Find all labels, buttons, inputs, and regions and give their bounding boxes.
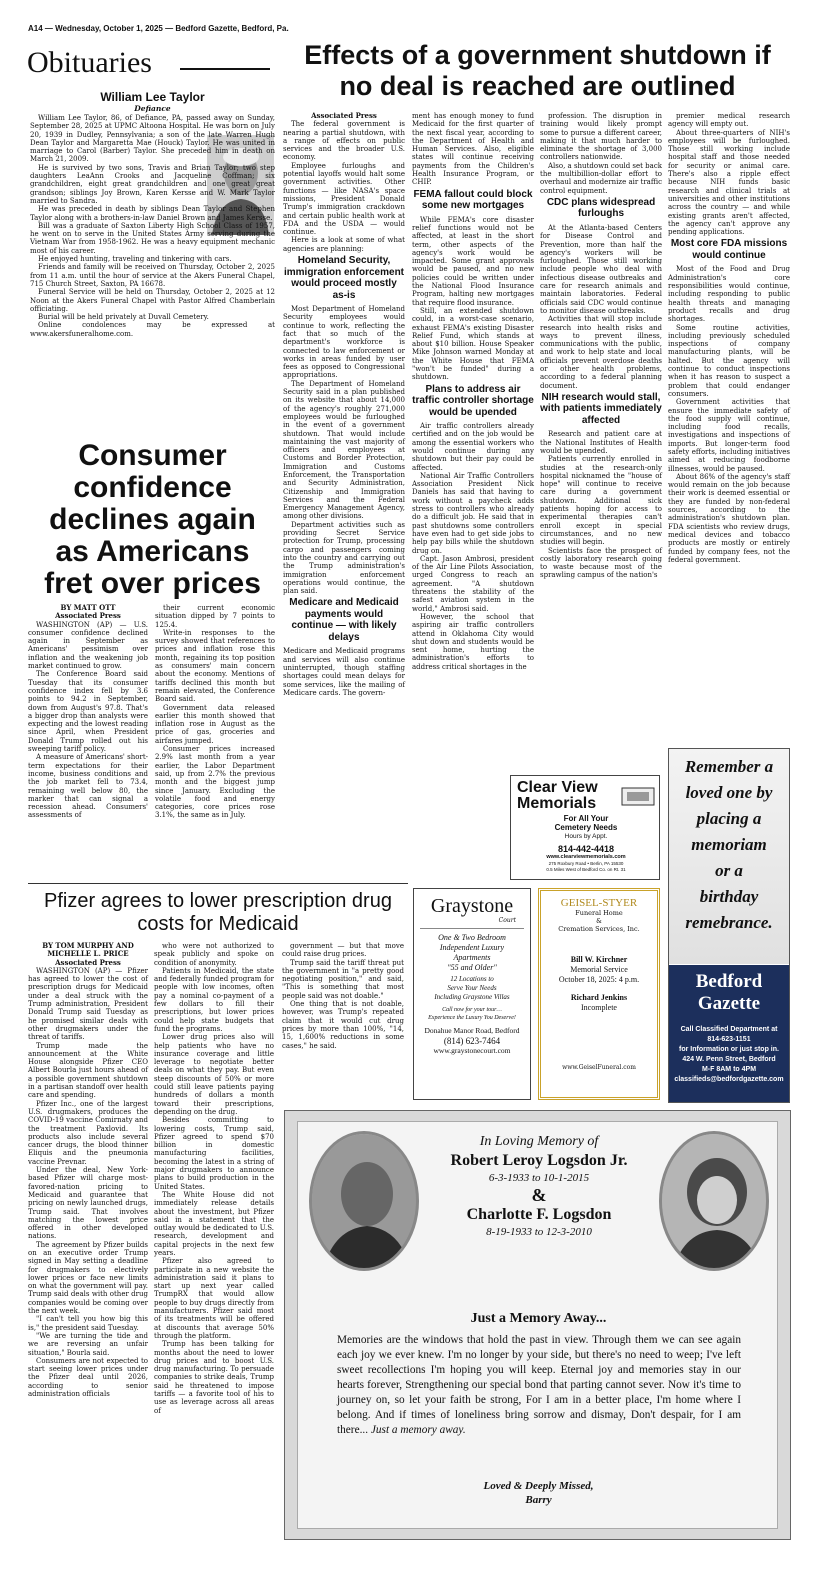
consumer-col1-text: WASHINGTON (AP) — U.S. consumer confidence declined again in September as Americans' pessimism over inflation and the weakening job market continued to grow. The Conference Board said Tuesday that its consumer confidence index fell by 3.6 points to 94.2 in September, down from August's 97.8. That's a bigger drop than analysts were expecting and the lowest reading since April, when President Donald Trump rolled out his sweeping tariff policy. A measure of Americans' short-term expectations for their income, business conditions and the job market fell to 73.4, remaining well below 80, the marker that can signal a recession ahead. Consumers' assessments of	[28, 620, 148, 820]
obit-body: William Lee Taylor, 86, of Defiance, PA, passed away on Sunday, September 28, 2025 at UPMC Altoona Hospital. He was born on July 20, 1939 in Dudley, Pennsylvania; a son of the late Warren Hugh Dean Taylor and Margaretta Mae (Houck) Taylor. He was united in marriage to Carol (Barber) Taylor. She preceded him in death on March 21, 2009. He is survived by two sons, Travis and Brian Taylor; two step daughters LeaAnn Crooks and Jacqueline Coffman; six grandchildren, eight great grandchildren and one great great grandson; siblings Joy Brown, Karen Kersse and W. Mark Taylor married to Sandra. He was preceded in death by siblings Dean Taylor and Stephen Taylor along with a brothers-in-law Daniel Brown and James Kersse. Bill was a graduate of Saxton Liberty High School Class of 1957, he went on to serve in the United States Army serving during the Vietnam War from 1958-1962. He was a heavy equipment mechanic most of his career. He enjoyed hunting, traveling and tinkering with cars. Friends and family will be received on Thursday, October 2, 2025 from 11 a.m. until the hour of service at the Akers Funeral Chapel, 715 Church Street, Saxton, PA 16678. Funeral Service will be held on Thursday, October 2, 2025 at 12 Noon at the Akers Funeral Chapel with Pastor Alfred Chamberlain officiating. Burial will be held privately at Duvall Cemetery. Online condolences may be expressed at www.akersfuneralhome.com.	[30, 114, 275, 338]
geisel-web: www.GeiselFuneral.com	[562, 1064, 636, 1071]
geisel-sub-3: Cremation Services, Inc.	[558, 925, 640, 933]
pfizer-col3-text: government — but that move could raise drug prices. Trump said the tariff threat put the government in "a pretty good negotiating position," and said, "This is something that most people said was not doable." One thing that is not doable, however, was Trump's repeated claim that it would cut drug prices by more than 100%, "14, 15, 1,600% reductions in some cases," he said.	[282, 942, 404, 1050]
graystone-line-1: One & Two Bedroom	[438, 933, 506, 942]
obit-town: Defiance	[134, 104, 171, 113]
gazette-hours: M-F 8AM to 4PM	[701, 1066, 757, 1073]
geisel-service-1: Memorial Service	[570, 965, 628, 974]
pfizer-headline: Pfizer agrees to lower prescription drug costs for Medicaid	[44, 890, 392, 935]
main-col-4	[668, 112, 790, 564]
remember-line-3: placing a	[696, 809, 762, 828]
main-subhead-7: Most core FDA missions would continue	[670, 238, 788, 261]
geisel-name-1: Bill W. Kirchner	[570, 955, 628, 964]
remember-line-1: Remember a	[684, 757, 774, 776]
clearview-web: www.clearviewmemorials.com	[546, 854, 626, 860]
main-col1c-text: Medicare and Medicaid programs and services will also continue uninterrupted, though staffing shortages could mean delays for some services, like the mailing of Medicare cards. The govern-	[283, 647, 405, 697]
obit-name: William Lee Taylor	[100, 90, 205, 104]
clearview-name-1: Clear View	[517, 779, 598, 796]
clearview-address-1: 275 Roxbury Road • Berlin, PA 15530	[548, 861, 624, 866]
pfizer-col-2	[154, 942, 274, 1415]
remember-line-2: loved one by	[685, 783, 773, 802]
clearview-name-2: Memorials	[517, 795, 597, 812]
section-title: Obituaries	[27, 46, 152, 79]
geisel-ad	[538, 888, 660, 1100]
gazette-name-1: Bedford	[695, 971, 763, 992]
geisel-status-2: Incomplete	[581, 1003, 617, 1012]
main-col1b-text: Most Department of Homeland Security employees would continue to work, reflecting the fact that so much of the department's workforce is connected to law enforcement or works in areas funded by user fees as opposed to Congressional appropriations. The Department of Homeland Security said in a plan published on its website that about 14,000 of the agency's roughly 271,000 employees would be furloughed in the event of a government shutdown. That would include maintaining the vast majority of officers and employees at Customs and Border Protection, Immigration and Customs Enforcement, the Transportation and Security Administration, Citizenship and Immigration Services and the Federal Emergency Management Agency, among other divisions. Department activities such as providing Secret Service protection for Trump, processing cargo and passengers coming into the country and carrying out the Trump administration's immigration enforcement operations would continue, the plan said.	[283, 305, 405, 596]
gazette-contact-3: for Information or just stop in.	[679, 1046, 779, 1053]
folio: A14 — Wednesday, October 1, 2025 — Bedford Gazette, Bedford, Pa.	[28, 24, 289, 33]
consumer-headline: Consumer confidence declines again as Americans fret over prices	[44, 439, 261, 600]
memoriam-ad	[284, 1110, 791, 1540]
graystone-line-2: Independent Luxury	[439, 943, 505, 952]
gazette-email: classifieds@bedfordgazette.com	[674, 1076, 784, 1083]
clearview-address-2: 0.5 Miles West of Bedford Co. on Rt. 31	[546, 867, 626, 872]
pfizer-col-3	[282, 942, 404, 1050]
remember-line-4: memoriam	[691, 835, 767, 854]
memoriam-poem-title: Just a Memory Away...	[470, 1311, 607, 1326]
graystone-web: www.graystonecourt.com	[433, 1046, 511, 1055]
main-col1-text: The federal government is nearing a partial shutdown, with a range of effects on public services and the broader U.S. economy. Employee furloughs and potential layoffs would halt some government activities. Other functions — like NASA's space missions, President Donald Trump's immigration crackdown and certain public health work at FDA and the USDA — would continue. Here is a look at some of what agencies are planning:	[283, 120, 405, 253]
gazette-phone: 814-623-1151	[707, 1036, 751, 1043]
graystone-phone: (814) 623-7464	[443, 1036, 501, 1046]
memoriam-dates-1: 6-3-1933 to 10-1-2015	[488, 1172, 590, 1184]
main-col4-text: premier medical research agency will empty out. About three-quarters of NIH's employees will be furloughed. Those still working include hospital staff and those needed for security or animal care. There's also a ripple effect because NIH funds basic research and clinical trials at universities and other institutions across the country — and while existing grants aren't affected, the agency can't approve any pending applications.	[668, 112, 790, 237]
graystone-line-7: Including Graystone Villas	[434, 993, 510, 1001]
memoriam-sign-2: Barry	[525, 1494, 552, 1506]
main-col2-text: ment has enough money to fund Medicaid for the first quarter of the next fiscal year, according to the Department of Health and Human Services. Also, eligible states will continue receiving payments from the Children's Health Insurance Program, or CHIP.	[412, 112, 534, 187]
memoriam-name-2: Charlotte F. Logsdon	[466, 1206, 612, 1223]
clearview-phone: 814-442-4418	[557, 844, 615, 854]
main-col3c-text: Research and patient care at the National Institutes of Health would be upended. Patients currently enrolled in studies at the research-only hospital nicknamed the "house of hope" will continue to receive care during a government shutdown. Additional sick patients hoping for access to experimental therapies can't enroll except in special circumstances, and no new studies will begin. Scientists face the prospect of costly laboratory research going to waste because most of the sprawling campus of the nation's	[540, 430, 662, 580]
main-col-3	[540, 112, 662, 580]
gazette-address: 424 W. Penn Street, Bedford	[682, 1056, 776, 1063]
clearview-ad	[510, 775, 660, 880]
main-col2b-text: While FEMA's core disaster relief functions would not be affected, at least in the short term, other aspects of the agency's work would be impacted. Some grant approvals would be paused, and no new policies could be written under the National Flood Insurance Program, halting new mortgages that require flood insurance. Still, an extended shutdown could, in a worst-case scenario, exhaust FEMA's existing Disaster Relief Fund, which stands at about $10 billion. House Speaker Mike Johnson warned Monday at the White House that FEMA "won't be funded" during a shutdown.	[412, 215, 534, 382]
main-col-2	[412, 112, 534, 671]
main-col2c-text: Air traffic controllers already certified and on the job would be among the essential workers who would continue during any shutdown but their pay could be affected. National Air Traffic Controllers Association President Nick Daniels has said that having to work without a paycheck adds stress to controllers who already do a difficult job. He said that in past shutdowns some controllers have even had to get side jobs to help pay bills while the shutdown drug on. Capt. Jason Ambrosi, president of the Air Line Pilots Association, urged Congress to reach an agreement. "A shutdown threatens the stability of the safest aviation system in the world," Ambrosi said. However, the school that aspiring air traffic controllers attend in Oklahoma City would shut down and students would be sent home, hurting the administration's efforts to address critical shortages in the	[412, 422, 534, 671]
main-subhead-1: Homeland Security, immigration enforcement would proceed mostly as-is	[283, 255, 405, 301]
clearview-tag-2: Cemetery Needs	[554, 823, 618, 832]
geisel-sub-2: &	[596, 917, 602, 925]
geisel-sub-1: Funeral Home	[575, 909, 623, 917]
main-col3b-text: At the Atlanta-based Centers for Disease Control and Prevention, more than half the agency's workers will be furloughed. Those still working include people who deal with infectious disease outbreaks and care for research animals and maintain laboratories. Federal officials said CDC would continue to monitor disease outbreaks. Activities that will stop include research into health risks and ways to prevent illness, communications with the public, and work to help state and local officials prevent overdose deaths or other health problems, according to a federal planning document.	[540, 223, 662, 390]
consumer-byline: BY MATT OTT	[60, 603, 116, 612]
pfizer-byline-org: Associated Press	[55, 957, 121, 967]
memoriam-dates-2: 8-19-1933 to 12-3-2010	[486, 1226, 592, 1238]
gazette-contact-1: Call Classified Department at	[680, 1026, 778, 1033]
main-headline: Effects of a government shutdown if no deal is reached are outlined	[304, 40, 771, 101]
consumer-byline-org: Associated Press	[55, 611, 121, 621]
pfizer-byline: BY TOM MURPHY AND MICHELLE L. PRICE	[42, 941, 134, 959]
main-byline: Associated Press	[311, 111, 377, 120]
graystone-sub: Court	[498, 917, 516, 924]
graystone-line-6: Serve Your Needs	[447, 984, 497, 992]
geisel-date-1: October 18, 2025: 4 p.m.	[558, 975, 640, 984]
consumer-col-2	[155, 604, 275, 820]
geisel-name-2: Richard Jenkins	[570, 993, 628, 1002]
memoriam-poem: Memories are the windows that hold the past in view. Through them we can see again each joy we ever knew. I'm no longer by your side, but there's no need to weep; I've left sweet recollections I'm hoping you will keep. Eternal joy and memories stay in our hearts forever, Strengthening our special bond that parting cannot sever. Now it's time to journey on, so let your faith be strong, For I am in a better place, I'm home where I belong. And if times of loneliness bring sorrow and dismay, Don't despair, for I am there...	[337, 1334, 741, 1436]
graystone-line-8: Call now for your tour…	[442, 1007, 502, 1013]
remember-line-6: birthday	[699, 887, 759, 906]
graystone-ad	[413, 888, 531, 1100]
main-subhead-3: FEMA fallout could block some new mortgages	[413, 188, 533, 212]
remember-line-7: remebrance.	[685, 913, 773, 932]
section-rule	[180, 68, 270, 70]
pfizer-top-rule	[28, 883, 408, 884]
main-subhead-5: CDC plans widespread furloughs	[546, 196, 656, 220]
geisel-name: GEISEL-STYER	[560, 897, 638, 909]
pfizer-col1-text: WASHINGTON (AP) — Pfizer has agreed to lower the cost of prescription drugs for Medicaid under a deal struck with the Trump administration, President Donald Trump said Tuesday as he promised similar deals with other drugmakers under the threat of tariffs. Trump made the announcement at the White House alongside Pfizer CEO Albert Bourla just hours ahead of a possible government shutdown in a partisan standoff over health care and spending. Pfizer Inc., one of the largest U.S. drugmakers, produces the COVID-19 vaccine Comirnaty and the treatment Paxlovid. Its products also include several cancer drugs, the blood thinner Eliquis and the pneumonia vaccine Prevnar. Under the deal, New York-based Pfizer will charge most-favored-nation pricing to Medicaid and guarantee that pricing on newly launched drugs, Trump said. That involves matching the lowest price offered in other developed nations. The agreement by Pfizer builds on an executive order Trump signed in May setting a deadline for drugmakers to electively lower prices or face new limits on what the government will pay. Trump said deals with other drug companies would be coming over the next week. "I can't tell you how big this is," the president said Tuesday. "We are turning the tide and we are reversing an unfair situation," Bourla said. Consumers are not expected to start seeing lower prices under the Pfizer deal until 2026, according to senior administration officials	[28, 966, 148, 1399]
graystone-line-4: "55 and Older"	[447, 963, 497, 972]
gazette-name-2: Gazette	[697, 993, 761, 1014]
main-col-1	[283, 112, 405, 697]
memoriam-name-1: Robert Leroy Logsdon Jr.	[450, 1152, 628, 1169]
memoriam-photo-2	[659, 1131, 769, 1271]
consumer-col2-text: their current economic situation dipped by 7 points to 125.4. Write-in responses to the survey showed that references to prices and inflation rose this month, regaining its top position as consumers' main concern about the economy. Mentions of tariffs declined this month but remain elevated, the Conference Board said. Government data released earlier this month showed that inflation rose in August as the price of gas, groceries and airfares jumped. Consumer prices increased 2.9% last month from a year earlier, the Labor Department said, up from 2.7% the previous month and the biggest jump since January. Excluding the volatile food and energy categories, core prices rose 3.1%, the same as in July.	[155, 604, 275, 820]
main-subhead-4: Plans to address air traffic controller shortage would be upended	[412, 383, 534, 418]
main-col3-text: profession. The disruption in training would likely prompt some to pursue a different career, making it that much harder to eliminate the shortage of 3,000 controllers nationwide. Also, a shutdown could set back the multibillion-dollar effort to overhaul and modernize air traffic control equipment.	[540, 112, 662, 195]
pfizer-col2-text: who were not authorized to speak publicly and spoke on condition of anonymity. Patients in Medicaid, the state and federally funded program for people with low incomes, often pay a nominal co-payment of a few dollars to fill their prescriptions, but lower prices could help state budgets that fund the programs. Lower drug prices also will help patients who have no insurance coverage and little leverage to negotiate better deals on what they pay. But even steep discounts of 50% or more could still leave patients paying hundreds of dollars a month toward their prescriptions, depending on the drug. Besides committing to lowering costs, Trump said, Pfizer agreed to spend $70 billion in domestic manufacturing facilities, becoming the latest in a string of major drugmakers to announce plans to build production in the United States. The White House did not immediately release details about the investment, but Pfizer said in a statement that the outlay would be dedicated to U.S. research, development and capital projects in the next few years. Pfizer also agreed to participate in a new website the administration said it plans to start up next year called TrumpRX that would allow people to buy drugs directly from manufacturers. Pfizer said most of its treatments will be offered at discounts that average 50% through the platform. Trump has been talking for months about the need to lower drug prices and to boost U.S. drug manufacturing. To persuade companies to strike deals, Trump said he threatened to impose tariffs — a favorite tool of his to use as leverage across all areas of	[154, 942, 274, 1415]
main-subhead-2: Medicare and Medicaid payments would continue — with likely delays	[289, 597, 399, 643]
memoriam-photo-1	[309, 1131, 419, 1271]
memoriam-poem-end: Just a memory away.	[370, 1424, 466, 1436]
remember-ad	[668, 748, 790, 1103]
memoriam-title: In Loving Memory of	[479, 1134, 599, 1149]
monument-icon	[621, 784, 655, 806]
remember-line-5: or a	[715, 861, 743, 880]
graystone-name: Graystone	[430, 895, 514, 917]
main-col4b-text: Most of the Food and Drug Administration's core responsibilities would continue, including responding to public health threats and managing product recalls and drug shortages. Some routine activities, including previously scheduled inspections of company manufacturing plants, will be halted. But the agency will continue to conduct inspections when it has reason to suspect a problem that could endanger consumers. Government activities that ensure the immediate safety of the food supply will continue, including food recalls, investigations and inspections of imports. But longer-term food safety efforts, including initiatives aimed at reducing foodborne illnesses, would be paused. About 86% of the agency's staff would remain on the job because their work is deemed essential or they are funded by non-federal sources, according to the administration's shutdown plan. FDA scientists who review drugs, medical devices and tobacco products are mostly or entirely funded by company fees, not the federal government.	[668, 265, 790, 564]
pfizer-col-1	[28, 942, 148, 1398]
memoriam-sign-1: Loved & Deeply Missed,	[483, 1480, 594, 1492]
clearview-tag-3: Hours by Appt.	[564, 833, 608, 840]
graystone-line-3: Apartments	[453, 953, 491, 962]
main-subhead-6: NIH research would stall, with patients immediately affected	[540, 391, 662, 426]
consumer-col-1	[28, 604, 148, 820]
graystone-address: Donahue Manor Road, Bedford	[424, 1026, 520, 1035]
memoriam-ampersand: &	[531, 1185, 547, 1205]
graystone-line-9: Experience the Luxury You Deserve!	[428, 1015, 516, 1021]
clearview-tag-1: For All Your	[563, 814, 609, 823]
graystone-line-5: 12 Locations to	[450, 975, 494, 983]
